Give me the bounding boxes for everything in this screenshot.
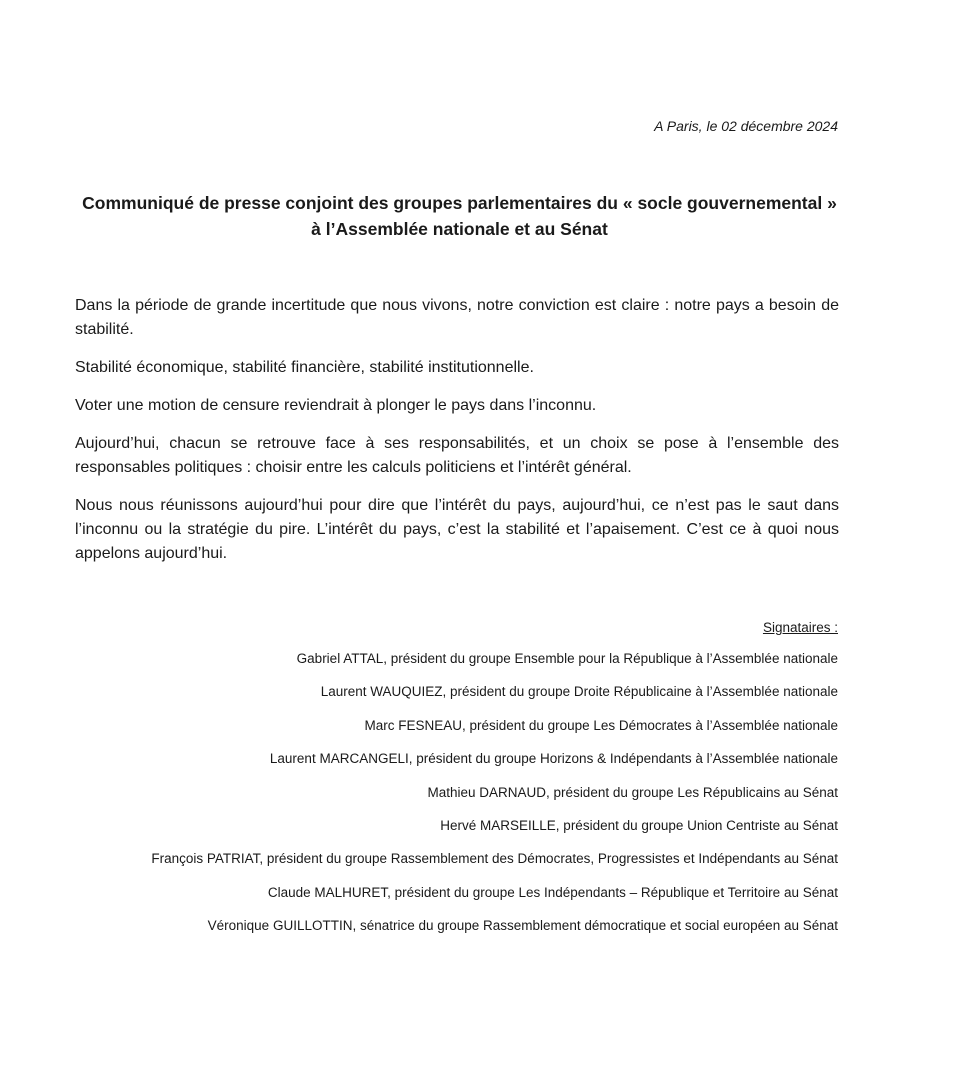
- signatory-item: Véronique GUILLOTTIN, sénatrice du groupe Rassemblement démocratique et social européen au Sénat: [207, 918, 838, 934]
- signatory-item: Laurent MARCANGELI, président du groupe Horizons & Indépendants à l’Assemblée nationale: [269, 751, 838, 767]
- body-text: [75, 294, 839, 580]
- signatory-item: Laurent WAUQUIEZ, président du groupe Droite Républicaine à l’Assemblée nationale: [320, 684, 838, 700]
- signatory-item: Gabriel ATTAL, président du groupe Ensemble pour la République à l’Assemblée nationale: [296, 651, 838, 666]
- body-paragraph: Dans la période de grande incertitude que nous vivons, notre conviction est claire : notre pays a besoin de stabilité.: [75, 297, 839, 338]
- title-line-1: Communiqué de presse conjoint des groupes parlementaires du « socle gouvernemental »: [82, 193, 837, 213]
- signatory-item: François PATRIAT, président du groupe Rassemblement des Démocrates, Progressistes et Indépendants au Sénat: [151, 851, 838, 867]
- body-paragraph: Nous nous réunissons aujourd’hui pour dire que l’intérêt du pays, aujourd’hui, ce n’est pas le saut dans l’inconnu ou la stratégie du pire. L’intérêt du pays, c’est la stabilité et l’apaisement. C’est ce à quoi nous appelons aujourd’hui.: [75, 497, 839, 562]
- date-line: A Paris, le 02 décembre 2024: [654, 118, 838, 134]
- signatory-item: Hervé MARSEILLE, président du groupe Union Centriste au Sénat: [440, 817, 838, 833]
- signatory-item: Mathieu DARNAUD, président du groupe Les Républicains au Sénat: [427, 784, 838, 800]
- document-title: [60, 190, 859, 242]
- body-paragraph: Stabilité économique, stabilité financière, stabilité institutionnelle.: [75, 359, 534, 376]
- signatory-item: Claude MALHURET, président du groupe Les Indépendants – République et Territoire au Sénat: [267, 884, 838, 900]
- signatories-heading: Signataires :: [762, 620, 838, 635]
- body-paragraph: Voter une motion de censure reviendrait à plonger le pays dans l’inconnu.: [75, 397, 597, 414]
- title-line-2: à l’Assemblée nationale et au Sénat: [311, 219, 608, 239]
- signatories-block: [151, 620, 838, 951]
- body-paragraph: Aujourd’hui, chacun se retrouve face à ses responsabilités, et un choix se pose à l’ensemble des responsables politiques : choisir entre les calculs politiciens et l’intérêt général.: [75, 435, 839, 476]
- signatory-item: Marc FESNEAU, président du groupe Les Démocrates à l’Assemblée nationale: [364, 717, 838, 733]
- signatories-list: [151, 650, 838, 951]
